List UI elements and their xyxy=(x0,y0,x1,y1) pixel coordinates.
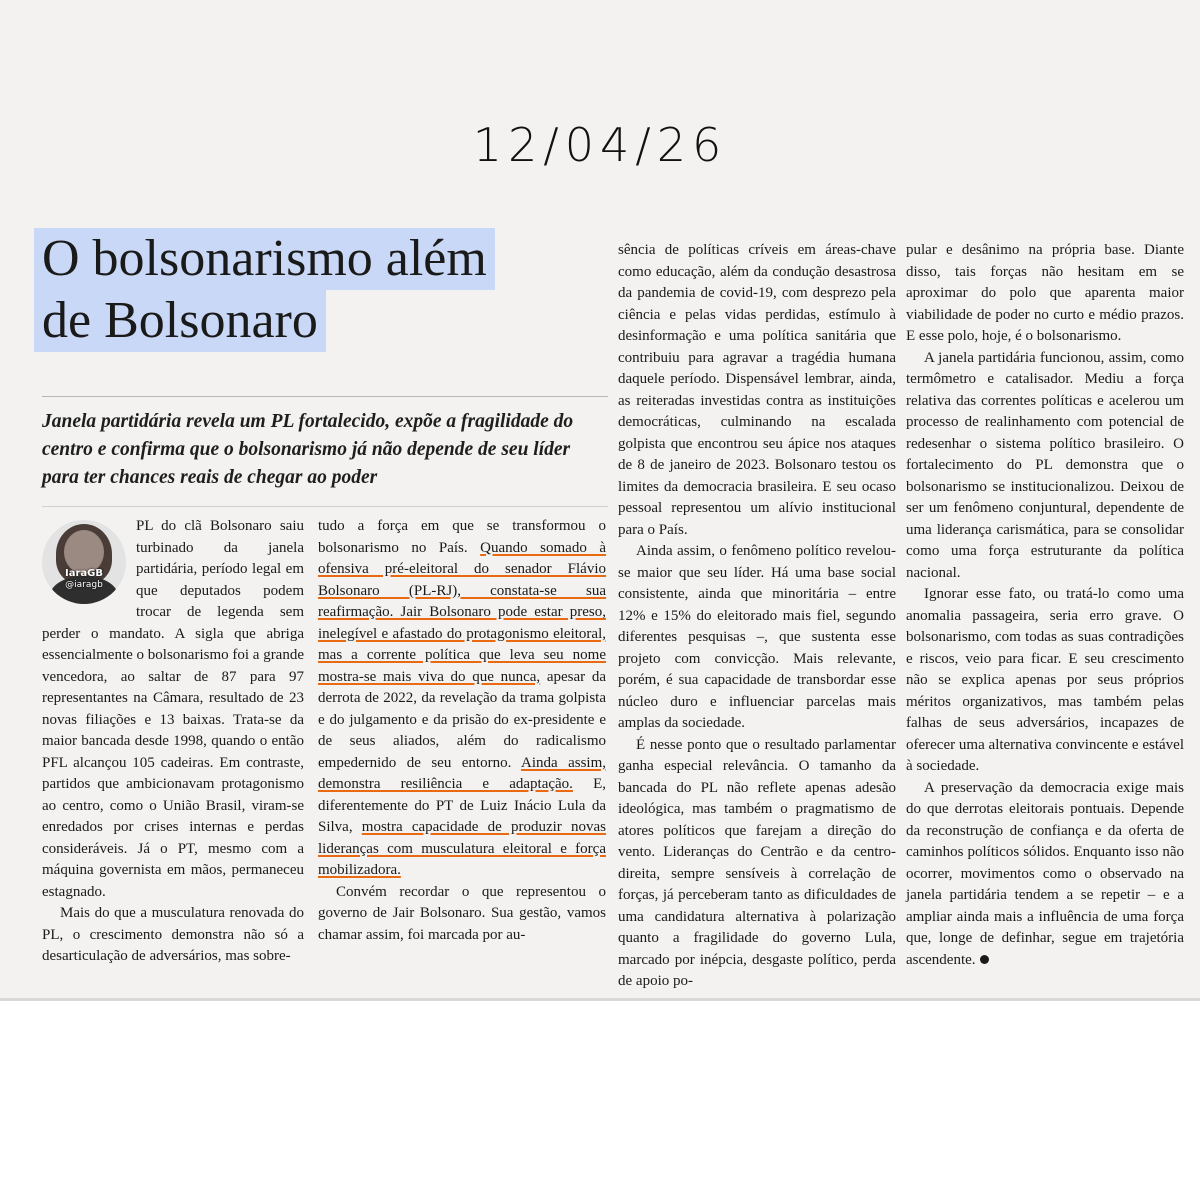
headline-line-1: O bolsonarismo além xyxy=(34,228,495,290)
paragraph: sência de políticas críveis em áreas-chave como educação, além da condução desastrosa da pandemia de covid-19, com desprezo pela ciência e pelas vidas perdidas, estímulo à desinformação e uma política sanitária que contribuiu para agravar a tragédia humana daquele período. Dispensável lembrar, ainda, as reiteradas investidas contra as instituições democráticas, culminando na escalada golpista que encontrou seu ápice nos ataques de 8 de janeiro de 2023. Bolsonaro testou os limites da democracia brasileira. E seu ocaso pessoal representou um alívio institucional para o País. xyxy=(618,242,896,538)
text-run: tudo a força em que se transformou o bolsonarismo no País. xyxy=(318,518,606,556)
paragraph: Ainda assim, o fenômeno político revelou-se maior que seu líder. Há uma base social consistente, ainda que minoritária – entre 12% e 15% do eleitorado mais fiel, segundo diferentes pesquisas –, que sustenta esse projeto com convicção. Mais relevante, porém, é sua capacidade de transbordar esse núcleo duro e influenciar parcelas mais amplas da sociedade. xyxy=(618,543,896,731)
article-subhead: Janela partidária revela um PL fortalecido, expõe a fragilidade do centro e confirma que o bolsonarismo já não depende de seu líder para ter chances reais de chegar ao poder xyxy=(42,411,574,488)
end-mark-icon xyxy=(980,955,989,964)
paragraph: Convém recordar o que representou o governo de Jair Bolsonaro. Sua gestão, vamos chamar assim, foi marcada por au- xyxy=(318,883,606,943)
headline-divider xyxy=(42,396,608,397)
paragraph: PL do clã Bolsonaro saiu turbinado da janela partidária, período legal em que deputados podem trocar de legenda sem perder o mandato. A sigla que abriga essencialmente o bolsonarismo foi a grande vencedora, ao saltar de 87 para 97 representantes na Câmara, resultado de 23 novas filiações e 13 baixas. Trata-se da maior bancada desde 1998, quando o então PFL alcançou 105 cadeiras. Em contraste, partidos que ambicionavam protagonismo ao centro, como o União Brasil, viram-se enredados por crises internas e perdas consideráveis. Já o PT, mesmo com a máquina governista em mãos, permaneceu estagnado. xyxy=(42,518,305,900)
text-run: E, diferentemente do PT de Luiz Inácio Lula da Silva, xyxy=(318,776,607,835)
subhead-divider xyxy=(42,506,608,507)
text-run: apesar da derrota de 2022, da revelação da trama golpista e do julgamento e da prisão do ex-presidente e de seus aliados, além do radicalismo empedernido de seu entorno. xyxy=(318,668,607,771)
article-column-1 xyxy=(42,516,304,968)
article-column-2 xyxy=(318,516,606,946)
article-column-4 xyxy=(906,240,1184,971)
watermark-name: IaraGB xyxy=(65,568,103,579)
text-run: A preservação da democracia exige mais do que derrotas eleitorais pontuais. Depende da reconstrução de confiança e da oferta de caminhos políticos sólidos. Enquanto isso não ocorrer, movimentos como o observado na janela partidária tendem a se repetir – e a ampliar ainda mais a influência de uma força que, longe de definhar, segue em trajetória ascendente. xyxy=(906,779,1184,968)
underlined-passage: mostra capacidade de produzir novas lideranças com musculatura eleitoral e força mobilizadora. xyxy=(318,819,606,878)
underlined-passage: Quando somado à ofensiva pré-eleitoral do senador Flávio Bolsonaro (PL-RJ), constata-se sua reafirmação. Jair Bolsonaro pode estar preso, inelegível e afastado do protagonismo eleitoral, mas a corrente política que leva seu nome mostra-se mais viva do que nunca, xyxy=(318,539,607,685)
article-column-3 xyxy=(618,240,896,993)
headline-line-2: de Bolsonaro xyxy=(34,290,326,352)
paragraph: É nesse ponto que o resultado parlamentar ganha especial relevância. O tamanho da bancada do PL não reflete apenas adesão ideológica, mas também o pragmatismo de atores políticos que farejam a direção do vento. Lideranças do Centrão e da centro-direita, sempre sensíveis à correlação de forças, já perceberam tanto as dificuldades de uma candidatura alternativa à polarização quanto a fragilidade do governo Lula, marcado por inépcia, desgaste político, perda de apoio po- xyxy=(618,736,896,989)
paragraph xyxy=(906,778,1184,972)
paragraph xyxy=(318,516,606,882)
watermark-text xyxy=(44,568,124,591)
underlined-passage: Ainda assim, demonstra resiliência e adaptação. xyxy=(318,754,607,792)
handwritten-date: 12/04/26 xyxy=(472,118,728,172)
article-headline xyxy=(42,228,602,352)
paragraph: A janela partidária funcionou, assim, como termômetro e catalisador. Mediu a força relativa das correntes políticas e acelerou um processo de realinhamento com potencial de redesenhar o sistema político brasileiro. O fortalecimento do PL demonstra que o bolsonarismo se institucionalizou. Deixou de ser um fenômeno conjuntural, dependente de uma liderança carismática, para se consolidar como uma força estruturante da política nacional. xyxy=(906,349,1184,581)
paragraph: pular e desânimo na própria base. Diante disso, tais forças não hesitam em se aproximar do polo que aparenta maior viabilidade de poder no curto e médio prazos. E esse polo, hoje, é o bolsonarismo. xyxy=(906,242,1184,344)
watermark-handle: @iaragb xyxy=(65,580,103,590)
paragraph: Mais do que a musculatura renovada do PL, o crescimento demonstra não só a desarticulação de adversários, mas sobre- xyxy=(42,905,304,964)
avatar-watermark xyxy=(42,520,126,604)
paragraph: Ignorar esse fato, ou tratá-lo como uma anomalia passageira, seria erro grave. O bolsonarismo, com todas as suas contradições e riscos, veio para ficar. E seu crescimento não se explica apenas por seus próprios méritos organizativos, mas também pelas falhas de seus adversários, incapazes de oferecer uma alternativa convincente e estável à sociedade. xyxy=(906,586,1184,774)
